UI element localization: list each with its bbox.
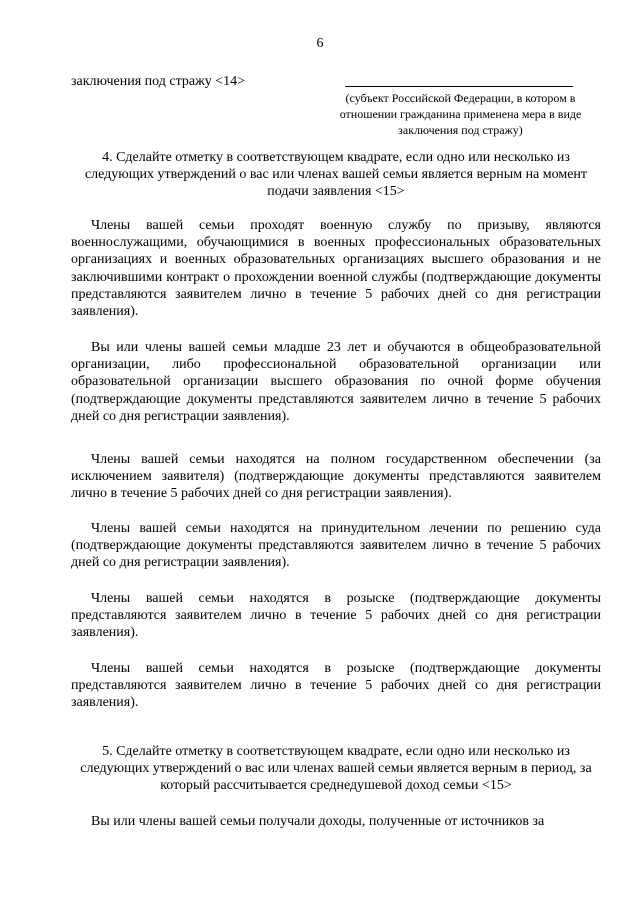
custody-text: заключения под стражу <14>	[71, 74, 246, 89]
statement-military-service: Члены вашей семьи проходят военную службу по призыву, являются военнослужащими, обучающимися в военных профессиональных образовательных организациях и военных образовательных организациях высшего образования и не заключившими контракт о прохождении военной службы (подтверждающие документы представляются заявителем лично в течение 5 рабочих дней со дня регистрации заявления).	[71, 218, 601, 320]
statement-compulsory-treatment: Члены вашей семьи находятся на принудительном лечении по решению суда (подтверждающие документы представляются заявителем лично в течение 5 рабочих дней со дня регистрации заявления).	[71, 521, 601, 571]
page-number: 6	[316, 36, 324, 51]
statement-students-under-23: Вы или члены вашей семьи младше 23 лет и обучаются в общеобразовательной организации, либо профессиональной образовательной организации или образовательной организации высшего образования по очной форме обучения (подтверждающие документы представляются заявителем лично в течение 5 рабочих дней со дня регистрации заявления).	[71, 340, 601, 424]
subject-fill-line	[345, 86, 573, 87]
statement-state-support: Члены вашей семьи находятся на полном государственном обеспечении (за исключением заявителя) (подтверждающие документы представляются заявителем лично в течение 5 рабочих дней со дня регистрации заявления).	[71, 452, 601, 502]
statement-income-sources: Вы или члены вашей семьи получали доходы, полученные от источников за	[91, 814, 545, 829]
section-5-heading: 5. Сделайте отметку в соответствующем квадрате, если одно или несколько из следующих утверждений о вас или членах вашей семьи является верным в период, за который рассчитывается среднедушевой доход семьи <15>	[80, 744, 592, 793]
subject-caption: (субъект Российской Федерации, в котором в отношении гражданина применена мера в виде заключения под стражу)	[339, 91, 582, 137]
statement-wanted: Члены вашей семьи находятся в розыске (подтверждающие документы представляются заявителем лично в течение 5 рабочих дней со дня регистрации заявления).	[71, 591, 601, 641]
statement-wanted-repeat: Члены вашей семьи находятся в розыске (подтверждающие документы представляются заявителем лично в течение 5 рабочих дней со дня регистрации заявления).	[71, 661, 601, 711]
section-4-heading: 4. Сделайте отметку в соответствующем квадрате, если одно или несколько из следующих утверждений о вас или членах вашей семьи является верным на момент подачи заявления <15>	[84, 150, 588, 199]
